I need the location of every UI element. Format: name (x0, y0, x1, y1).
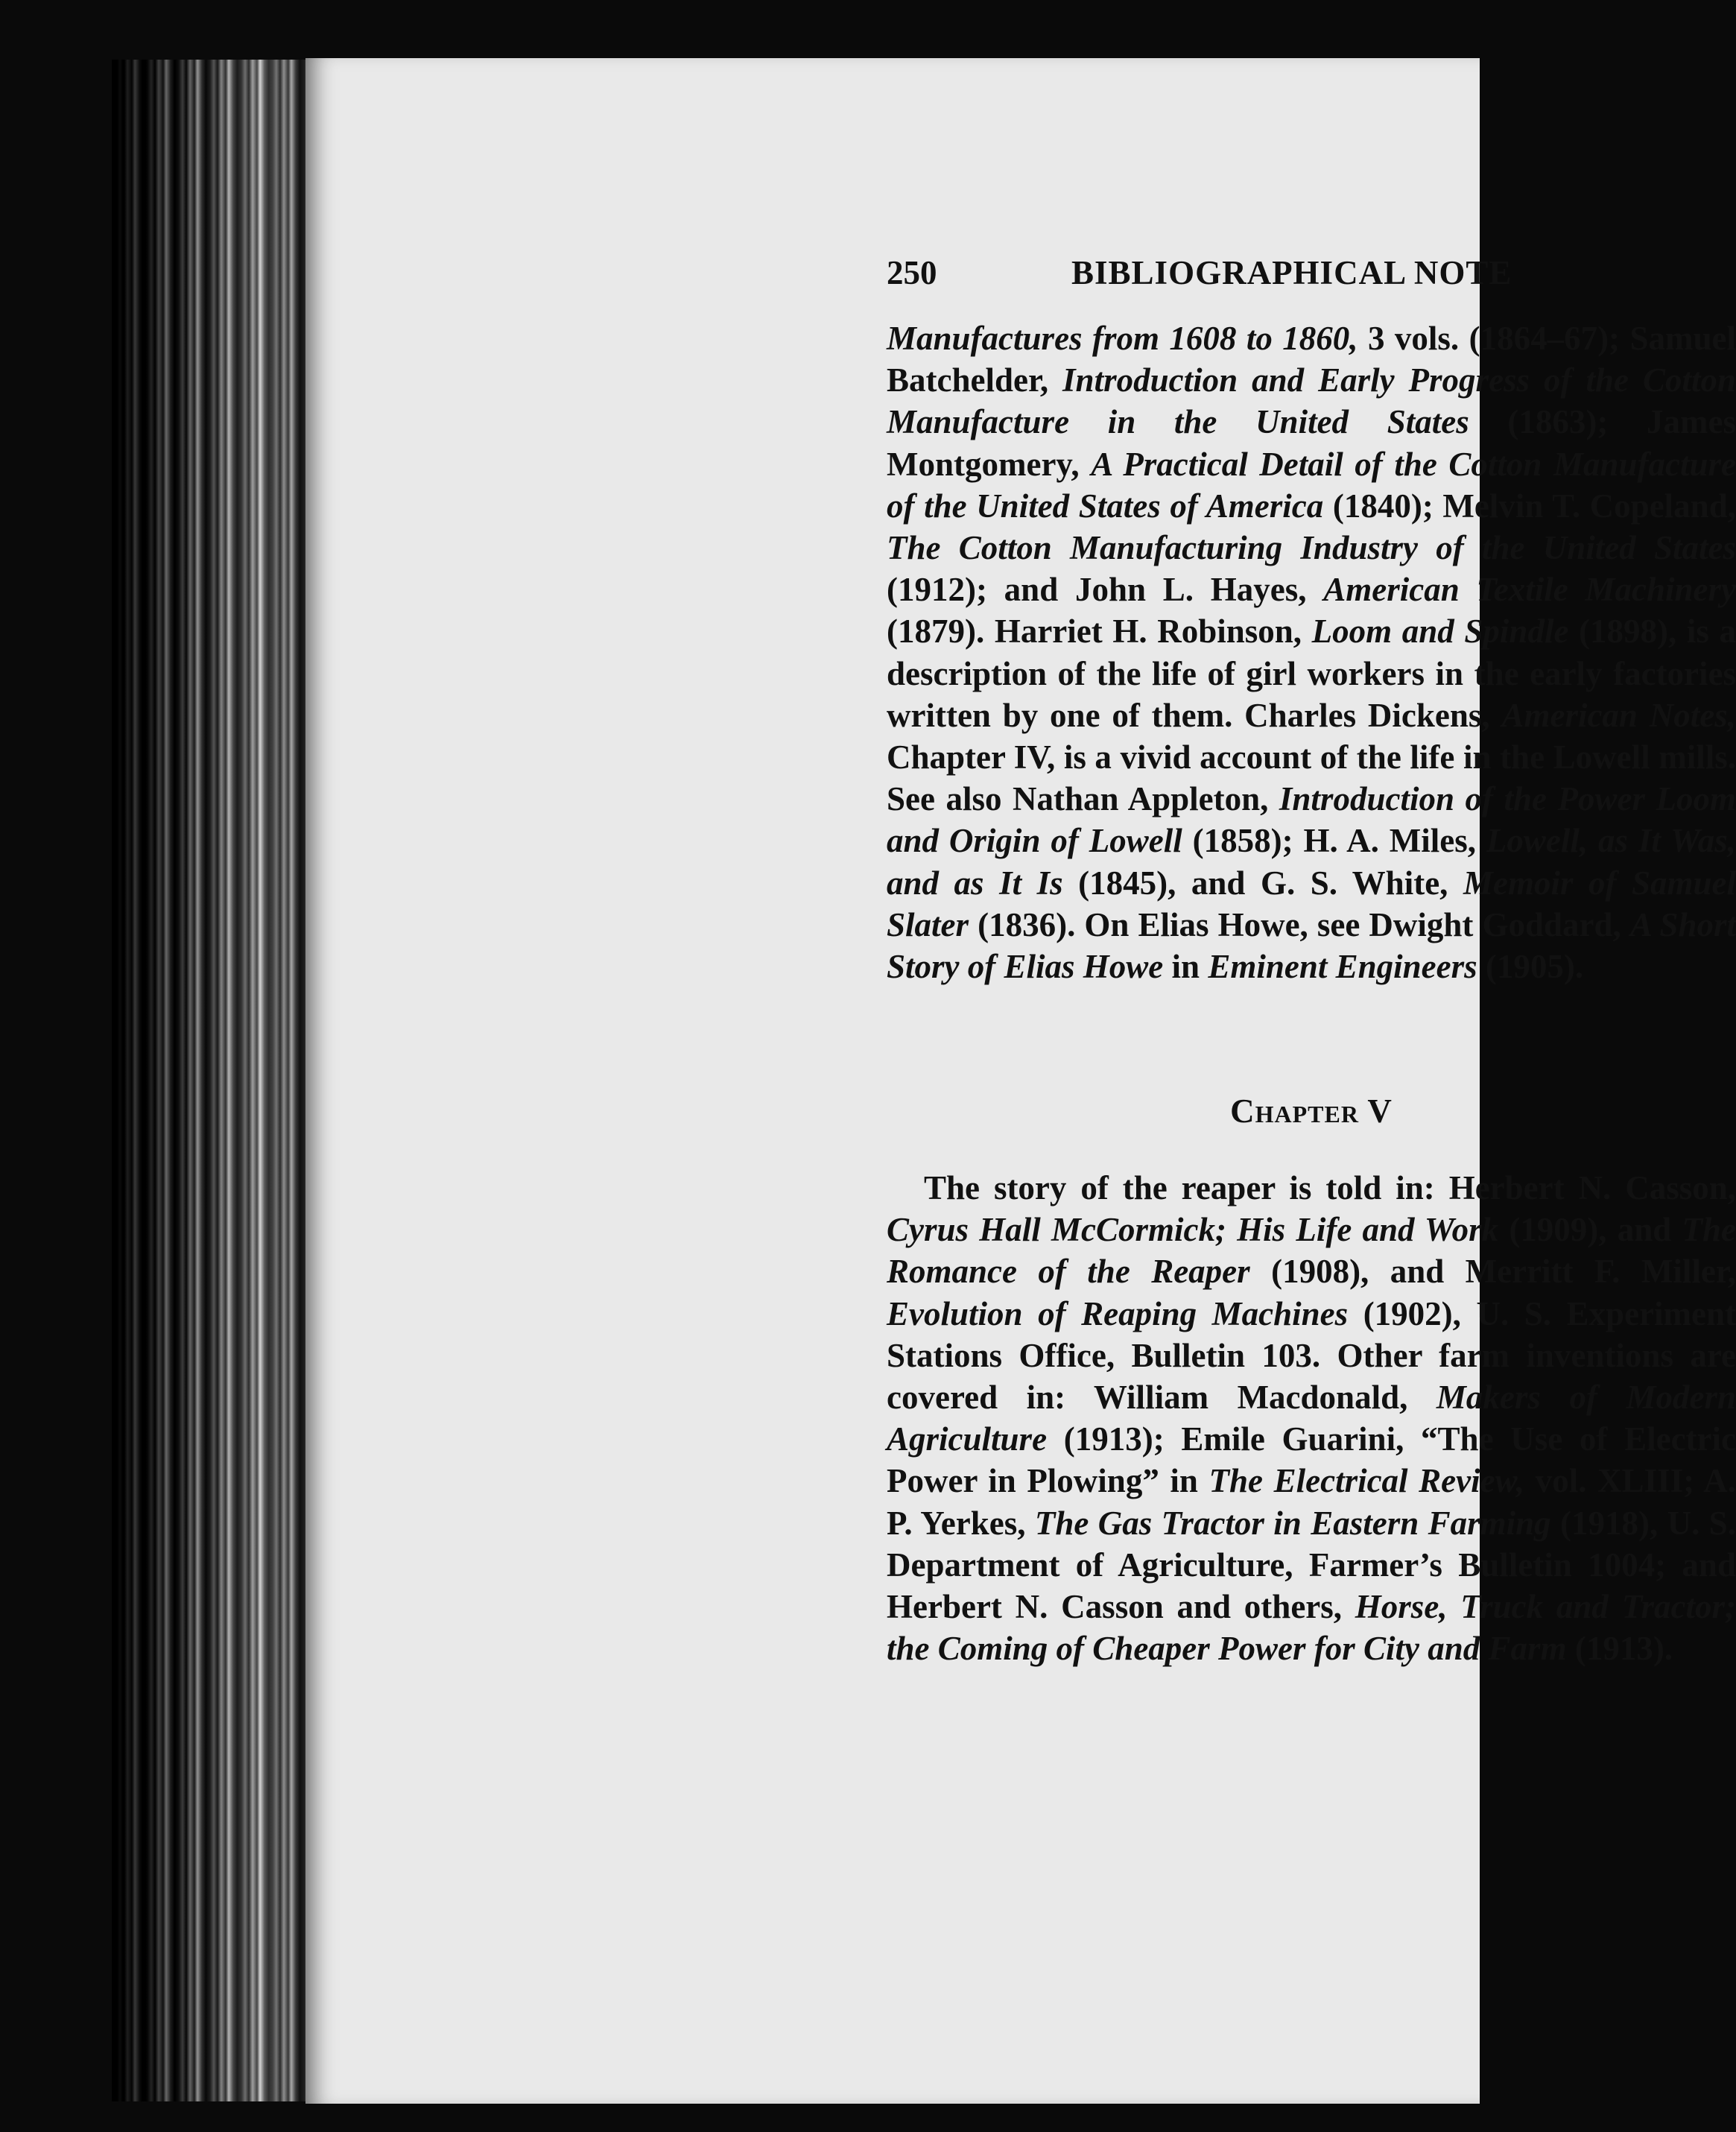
text-run: (1863); James Montgomery, (887, 403, 1736, 483)
page-header (887, 253, 1736, 298)
text-run: (1858); H. A. Miles, (1182, 822, 1486, 860)
italic-title-run: The Electrical Review, (1208, 1462, 1525, 1500)
italic-title-run: Makers of Modern Agriculture (887, 1379, 1736, 1458)
text-run: (1902), U. S. Experiment Stations Office, Bulletin 103. Other farm inventions are covered in: William Macdonald, (887, 1294, 1736, 1417)
italic-title-run: A Practical Detail of the Cotton Manufacture of the United States of America (887, 445, 1736, 525)
italic-title-run: Introduction of the Power Loom and Origin of Lowell (887, 780, 1736, 860)
italic-title-run: The Gas Tractor in Eastern Farming (1034, 1504, 1551, 1542)
italic-title-run: Introduction and Early Progress of the Cotton Manufacture in the United States (887, 361, 1736, 441)
italic-title-run: Memoir of Samuel Slater (887, 864, 1736, 943)
page-sheet (305, 58, 1736, 2104)
italic-title-run: Cyrus Hall McCormick; His Life and Work (887, 1211, 1499, 1249)
italic-title-run: Manufactures from 1608 to 1860, (887, 320, 1358, 357)
italic-title-run: The Romance of the Reaper (887, 1211, 1736, 1291)
text-run: (1909), and (1498, 1211, 1682, 1249)
text-run: vol. XLIII; A. P. Yerkes, (887, 1462, 1736, 1542)
text-run: (1912); and John L. Hayes, (887, 571, 1324, 609)
text-run: (1905). (1477, 948, 1584, 986)
text-run: (1840); Melvin T. Copeland, (1323, 487, 1736, 525)
italic-title-run: Evolution of Reaping Machines (887, 1294, 1349, 1332)
page-number: 250 (887, 254, 937, 291)
text-run: Chapter IV, is a vivid account of the life in the Lowell mills. See also Nathan Appleton, (887, 738, 1736, 818)
running-title: BIBLIOGRAPHICAL NOTE (1071, 254, 1512, 291)
text-run: The story of the reaper is told in: Herbert N. Casson, (924, 1169, 1736, 1206)
text-run: (1836). On Elias Howe, see Dwight Goddard, (969, 905, 1630, 943)
text-run: 3 vols. (1864–67); Samuel Batchelder, (887, 320, 1736, 399)
text-run: (1918), U. S. Department of Agriculture, Farmer’s Bulletin 1004; and Herbert N. Casson and others, (887, 1504, 1736, 1626)
italic-title-run: Horse, Truck and Tractor; the Coming of Cheaper Power for City and Farm (887, 1588, 1736, 1668)
text-run: (1845), and G. S. White, (1062, 864, 1463, 902)
italic-title-run: Loom and Spindle (1311, 613, 1569, 651)
text-run: (1913). (1566, 1630, 1673, 1668)
text-run: in (1163, 948, 1208, 986)
book-page-edges (112, 60, 320, 2101)
text-run: (1879). Harriet H. Robinson, (887, 613, 1312, 651)
italic-title-run: Eminent Engineers (1208, 948, 1477, 986)
italic-title-run: A Short Story of Elias Howe (887, 905, 1736, 986)
italic-title-run: The Cotton Manufacturing Industry of the United States (887, 529, 1736, 567)
italic-title-run: Lowell, as It Was, and as It Is (887, 822, 1736, 902)
italic-title-run: American Notes, (1501, 696, 1736, 734)
text-run: (1913); Emile Guarini, “The Use of Electric Power in Plowing” in (887, 1420, 1736, 1500)
chapter-heading: Chapter V (1230, 1092, 1393, 1130)
italic-title-run: American Textile Machinery (1323, 571, 1736, 609)
text-run: (1898), is a description of the life of girl workers in the early factories written by one of them. Charles Dickens, (887, 613, 1736, 734)
text-run: (1908), and Merritt F. Miller, (1249, 1253, 1736, 1291)
bibliography-paragraph-1 (887, 317, 1736, 987)
bibliography-paragraph-2 (887, 1167, 1736, 1669)
